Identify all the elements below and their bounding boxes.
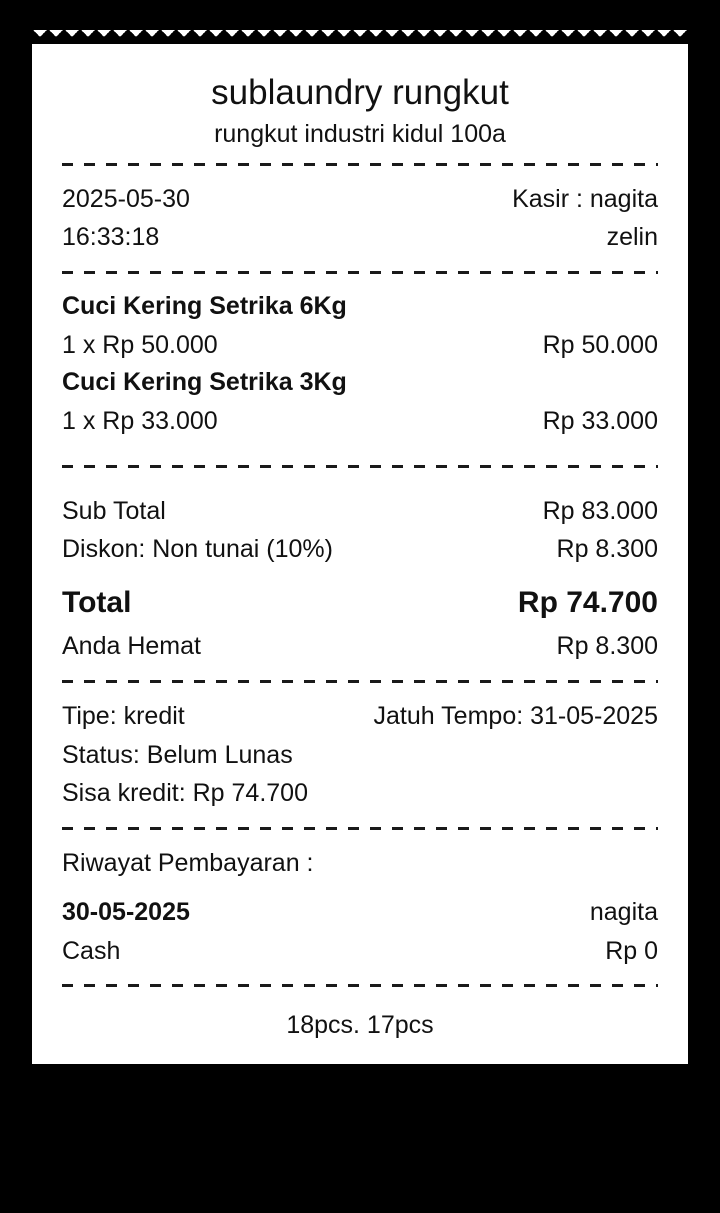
credit-type-row (62, 697, 658, 736)
savings-label: Anda Hemat (62, 632, 201, 660)
item-amount: Rp 50.000 (542, 330, 658, 359)
receipt-footer: 18pcs. 17pcs (286, 1011, 434, 1040)
item-amount-row (62, 402, 658, 441)
credit-type-label: Tipe: kredit (62, 701, 185, 730)
subtotal-value: Rp 83.000 (542, 496, 658, 525)
receipt-paper (32, 30, 688, 1064)
receipt-meta-row-1 (62, 180, 658, 219)
shop-name: sublaundry rungkut (211, 73, 509, 112)
divider-1 (62, 163, 658, 166)
item-qty-price: 1 x Rp 50.000 (62, 330, 218, 359)
divider-5 (62, 827, 658, 830)
item-qty-price: 1 x Rp 33.000 (62, 406, 218, 435)
discount-row (62, 530, 658, 569)
item-name: Cuci Kering Setrika 6Kg (62, 292, 347, 320)
credit-due-label: Jatuh Tempo: 31-05-2025 (373, 701, 658, 730)
shop-address: rungkut industri kidul 100a (214, 119, 506, 148)
discount-label: Diskon: Non tunai (10%) (62, 535, 333, 564)
item-amount: Rp 33.000 (542, 406, 658, 435)
savings-value: Rp 8.300 (556, 632, 658, 660)
savings-row (62, 627, 658, 666)
total-row (62, 579, 658, 627)
payment-history-title: Riwayat Pembayaran : (62, 849, 314, 877)
payment-date: 30-05-2025 (62, 897, 190, 926)
receipt-torn-edge-top (32, 30, 688, 44)
total-label: Total (62, 586, 132, 619)
list-item (62, 288, 658, 364)
receipt-meta-row-2 (62, 218, 658, 257)
receipt-torn-edge-bottom (32, 1169, 688, 1183)
payment-history-entry (62, 893, 658, 971)
payment-cashier: nagita (589, 897, 658, 926)
discount-value: Rp 8.300 (556, 535, 658, 564)
transaction-time: 16:33:18 (62, 223, 160, 252)
payment-method: Cash (62, 936, 121, 965)
credit-status-label: Status: Belum Lunas (62, 740, 293, 769)
subtotal-row (62, 492, 658, 531)
cashier-label: Kasir : nagita (512, 184, 658, 213)
list-item (62, 364, 658, 440)
item-amount-row (62, 326, 658, 365)
payment-history-header-row (62, 893, 658, 932)
divider-3 (62, 465, 658, 468)
cashier-name-second-line: zelin (606, 223, 658, 252)
spacer (62, 482, 658, 492)
item-name: Cuci Kering Setrika 3Kg (62, 368, 347, 397)
payment-method-row (62, 932, 658, 971)
divider-4 (62, 680, 658, 683)
subtotal-label: Sub Total (62, 496, 166, 525)
divider-2 (62, 271, 658, 274)
credit-remaining-label: Sisa kredit: Rp 74.700 (62, 779, 308, 808)
divider-6 (62, 984, 658, 987)
spacer (62, 441, 658, 451)
items-list (62, 288, 658, 441)
payment-amount: Rp 0 (605, 936, 658, 965)
transaction-date: 2025-05-30 (62, 184, 190, 213)
total-value: Rp 74.700 (517, 586, 658, 619)
spacer (62, 883, 658, 893)
